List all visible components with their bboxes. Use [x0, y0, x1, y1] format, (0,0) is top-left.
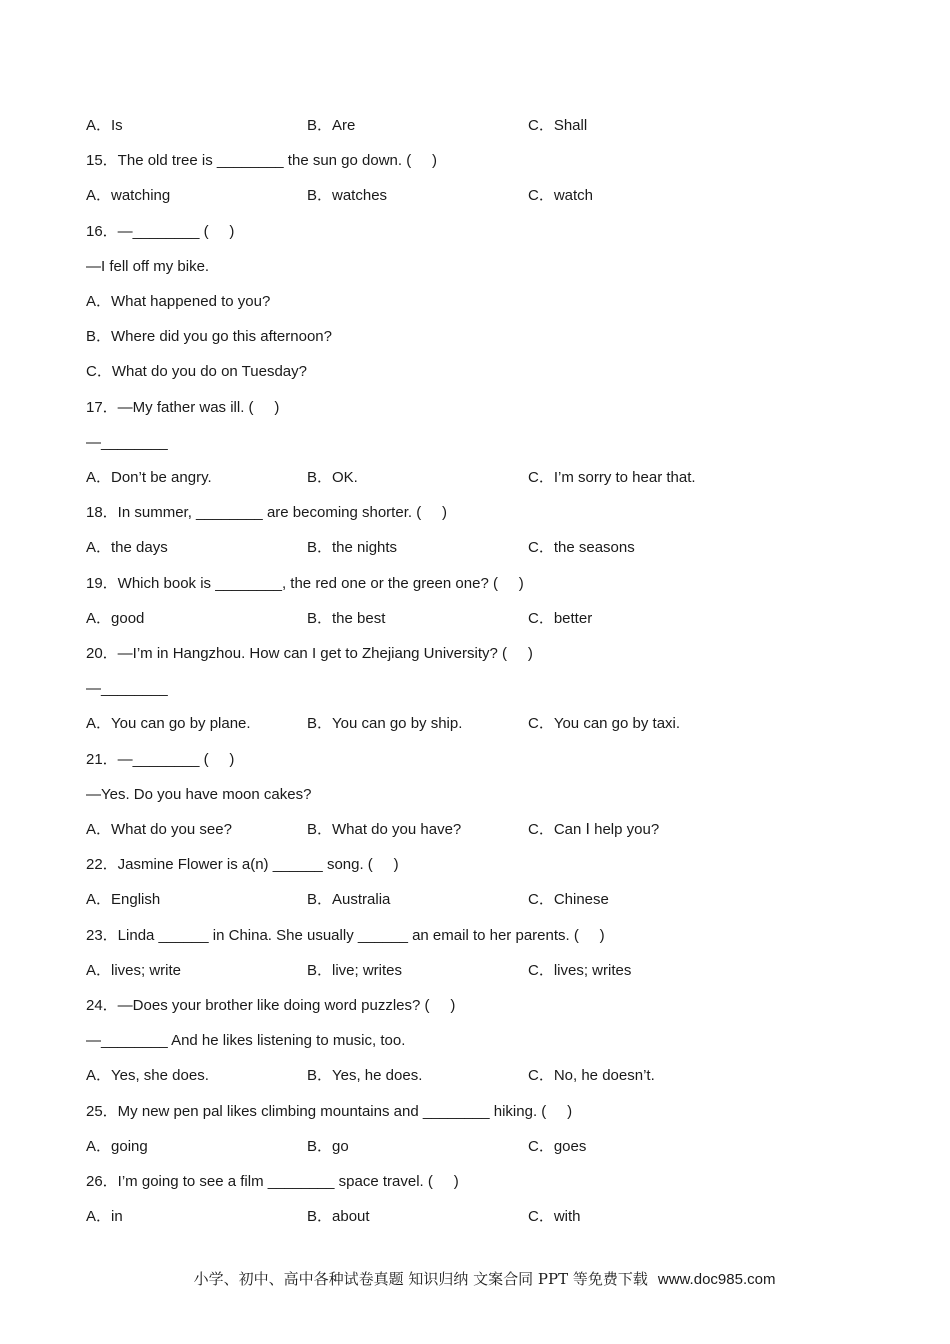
answer-option: B．live; writes: [307, 962, 403, 979]
answer-option: A．What do you see?: [86, 821, 232, 838]
answer-option: A．going: [86, 1138, 148, 1155]
answer-option: B．the best: [307, 610, 386, 627]
text-line: 24．—Does your brother like doing word puzzles? ( ): [86, 997, 456, 1014]
answer-option: A．Is: [86, 117, 123, 134]
answer-option: A．in: [86, 1208, 123, 1225]
text-line: —Yes. Do you have moon cakes?: [86, 786, 312, 803]
text-line: 15．The old tree is ________ the sun go down. ( ): [86, 152, 438, 169]
answer-option: B．about: [307, 1208, 370, 1225]
text-line: 19．Which book is ________, the red one or the green one? ( ): [86, 575, 524, 592]
answer-option: B．You can go by ship.: [307, 715, 463, 732]
answer-option: A．the days: [86, 539, 168, 556]
text-line: 20．—I’m in Hangzhou. How can I get to Zhejiang University? ( ): [86, 645, 533, 662]
text-line: 23．Linda ______ in China. She usually ______ an email to her parents. ( ): [86, 927, 605, 944]
answer-option: B．Australia: [307, 891, 391, 908]
answer-option: C．with: [528, 1208, 581, 1225]
answer-option: C．lives; writes: [528, 962, 632, 979]
text-line: —________: [86, 434, 168, 451]
text-line: 26．I’m going to see a film ________ space travel. ( ): [86, 1173, 459, 1190]
text-line: 17．—My father was ill. ( ): [86, 399, 280, 416]
text-line: A．What happened to you?: [86, 293, 271, 310]
answer-option: B．What do you have?: [307, 821, 462, 838]
footer-url[interactable]: www.doc985.com: [657, 1271, 776, 1288]
answer-option: B．OK.: [307, 469, 358, 486]
text-line: —________: [86, 680, 168, 697]
answer-option: C．the seasons: [528, 539, 635, 556]
answer-option: A．English: [86, 891, 161, 908]
text-line: 22．Jasmine Flower is a(n) ______ song. ( ): [86, 856, 399, 873]
text-line: —________ And he likes listening to music, too.: [86, 1032, 406, 1049]
answer-option: B．go: [307, 1138, 349, 1155]
text-line: 18．In summer, ________ are becoming shorter. ( ): [86, 504, 448, 521]
answer-option: C．watch: [528, 187, 594, 204]
text-line: B．Where did you go this afternoon?: [86, 328, 332, 345]
answer-option: A．You can go by plane.: [86, 715, 251, 732]
answer-option: B．Are: [307, 117, 356, 134]
text-line: 21．—________ ( ): [86, 751, 235, 768]
answer-option: C．better: [528, 610, 593, 627]
answer-option: A．good: [86, 610, 145, 627]
answer-option: B．the nights: [307, 539, 398, 556]
text-line: —I fell off my bike.: [86, 258, 210, 275]
text-line: 16．—________ ( ): [86, 223, 235, 240]
answer-option: B．watches: [307, 187, 388, 204]
answer-option: C．Can Ⅰ help you?: [528, 821, 660, 838]
text-line: C．What do you do on Tuesday?: [86, 363, 307, 380]
page-footer: [0, 1243, 950, 1288]
footer-text: 小学、初中、高中各种试卷真题 知识归纳 文案合同 PPT 等免费下载: [193, 1270, 648, 1288]
answer-option: B．Yes, he does.: [307, 1067, 423, 1084]
answer-option: C．No, he doesn’t.: [528, 1067, 655, 1084]
answer-option: C．Chinese: [528, 891, 609, 908]
answer-option: A．Yes, she does.: [86, 1067, 209, 1084]
answer-option: C．You can go by taxi.: [528, 715, 681, 732]
answer-option: C．goes: [528, 1138, 587, 1155]
answer-option: A．watching: [86, 187, 171, 204]
answer-option: A．lives; write: [86, 962, 182, 979]
answer-option: A．Don’t be angry.: [86, 469, 212, 486]
answer-option: C．Shall: [528, 117, 588, 134]
answer-option: C．I’m sorry to hear that.: [528, 469, 696, 486]
text-line: 25．My new pen pal likes climbing mountains and ________ hiking. ( ): [86, 1103, 573, 1120]
